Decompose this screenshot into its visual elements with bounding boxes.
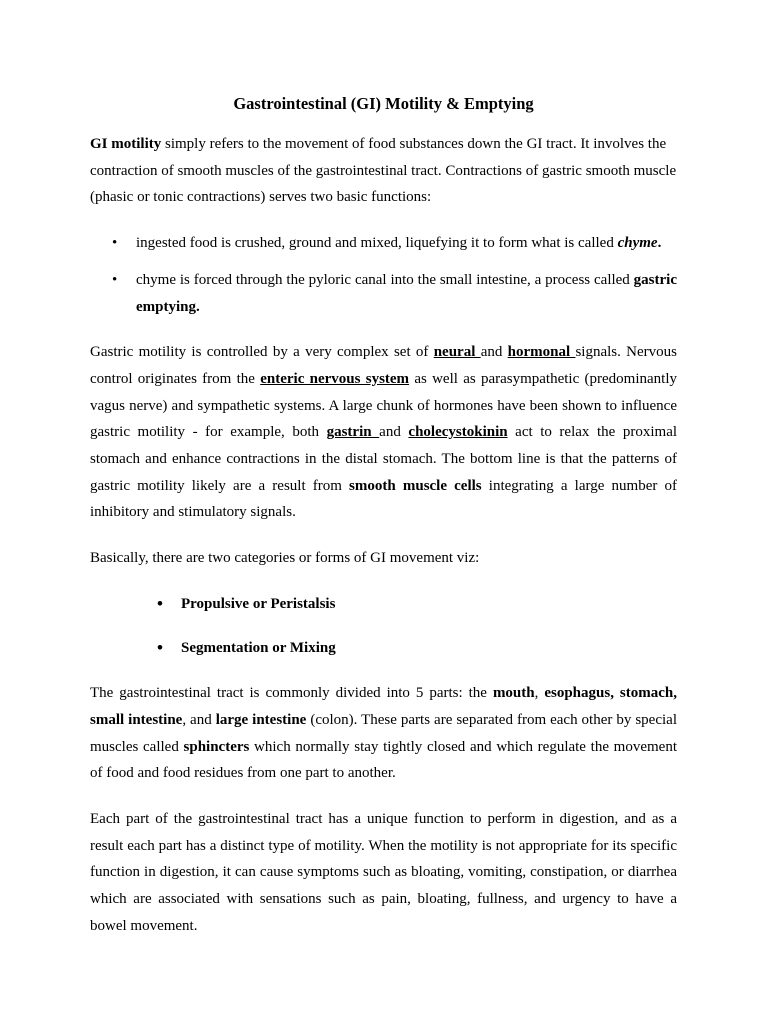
bullet-icon: • bbox=[157, 593, 163, 613]
list-item: • ingested food is crushed, ground and mixed, liquefying it to form what is called chyme. bbox=[90, 230, 677, 257]
control-paragraph: Gastric motility is controlled by a very complex set of neural and hormonal signals. Nervous control originates from the enteric nervous system as well as parasympathetic (predominantly vagus nerve) and sympathetic systems. A large chunk of hormones have been shown to influence gastric motility - for example, both gastrin and cholecystokinin act to relax the proximal stomach and enhance contractions in the distal stomach. The bottom line is that the patterns of gastric motility likely are a result from smooth muscle cells integrating a large number of inhibitory and stimulatory signals. bbox=[90, 344, 678, 521]
link-hormonal[interactable]: hormonal bbox=[507, 344, 576, 361]
functions-list bbox=[90, 230, 677, 320]
bullet-icon: • bbox=[112, 235, 118, 252]
term-smooth-muscle-cells: smooth muscle cells bbox=[349, 477, 482, 494]
document-page bbox=[90, 93, 677, 940]
list-item-text: ingested food is crushed, ground and mixed, liquefying it to form what is called bbox=[136, 235, 618, 252]
term-large-intestine: large intestine bbox=[215, 711, 307, 728]
list-item bbox=[90, 635, 677, 662]
list-item-text: Segmentation or Mixing bbox=[181, 639, 336, 656]
term-sphincters: sphincters bbox=[183, 738, 250, 755]
link-cholecystokinin[interactable]: cholecystokinin bbox=[408, 424, 508, 441]
page-title: Gastrointestinal (GI) Motility & Emptying bbox=[233, 94, 534, 113]
term-gastric-emptying: gastric emptying bbox=[136, 271, 677, 315]
categories-paragraph: Basically, there are two categories or forms of GI movement viz: bbox=[90, 550, 480, 567]
intro-paragraph bbox=[90, 131, 677, 211]
term-mouth: mouth bbox=[492, 685, 535, 702]
term-chyme: chyme bbox=[617, 235, 658, 252]
intro-text: simply refers to the movement of food substances down the GI tract. It involves the contraction of smooth muscles of the gastrointestinal tract. Contractions of gastric smooth muscle (phasic or tonic contractions) serves two basic functions: bbox=[90, 136, 677, 206]
list-item bbox=[90, 591, 677, 618]
term-gi-motility: GI motility bbox=[90, 136, 162, 152]
link-gastrin[interactable]: gastrin bbox=[326, 424, 380, 441]
bullet-icon: • bbox=[157, 637, 163, 657]
bullet-icon: • bbox=[112, 271, 118, 288]
link-neural[interactable]: neural bbox=[433, 344, 481, 361]
movement-types-list bbox=[90, 591, 677, 661]
list-item-text: Propulsive or Peristalsis bbox=[181, 595, 336, 612]
list-item: • chyme is forced through the pyloric canal into the small intestine, a process called gastric emptying. bbox=[90, 267, 677, 320]
term-esophagus-stomach-small-intestine: esophagus, stomach, small intestine bbox=[90, 685, 677, 728]
function-paragraph: Each part of the gastrointestinal tract has a unique function to perform in digestion, and as a result each part has a distinct type of motility. When the motility is not appropriate for its specific function in digestion, it can cause symptoms such as bloating, vomiting, constipation, or diarrhea which are associated with sensations such as pain, bloating, fullness, and urgency to have a bowel movement. bbox=[90, 811, 677, 934]
parts-paragraph: The gastrointestinal tract is commonly divided into 5 parts: the mouth, esophagus, stomach, small intestine, and large intestine (colon). These parts are separated from each other by special muscles called sphincters which normally stay tightly closed and which regulate the movement of food and food residues from one part to another. bbox=[90, 685, 677, 782]
list-item-text: chyme is forced through the pyloric canal into the small intestine, a process called bbox=[136, 271, 634, 288]
link-enteric-nervous-system[interactable]: enteric nervous system bbox=[260, 370, 410, 387]
